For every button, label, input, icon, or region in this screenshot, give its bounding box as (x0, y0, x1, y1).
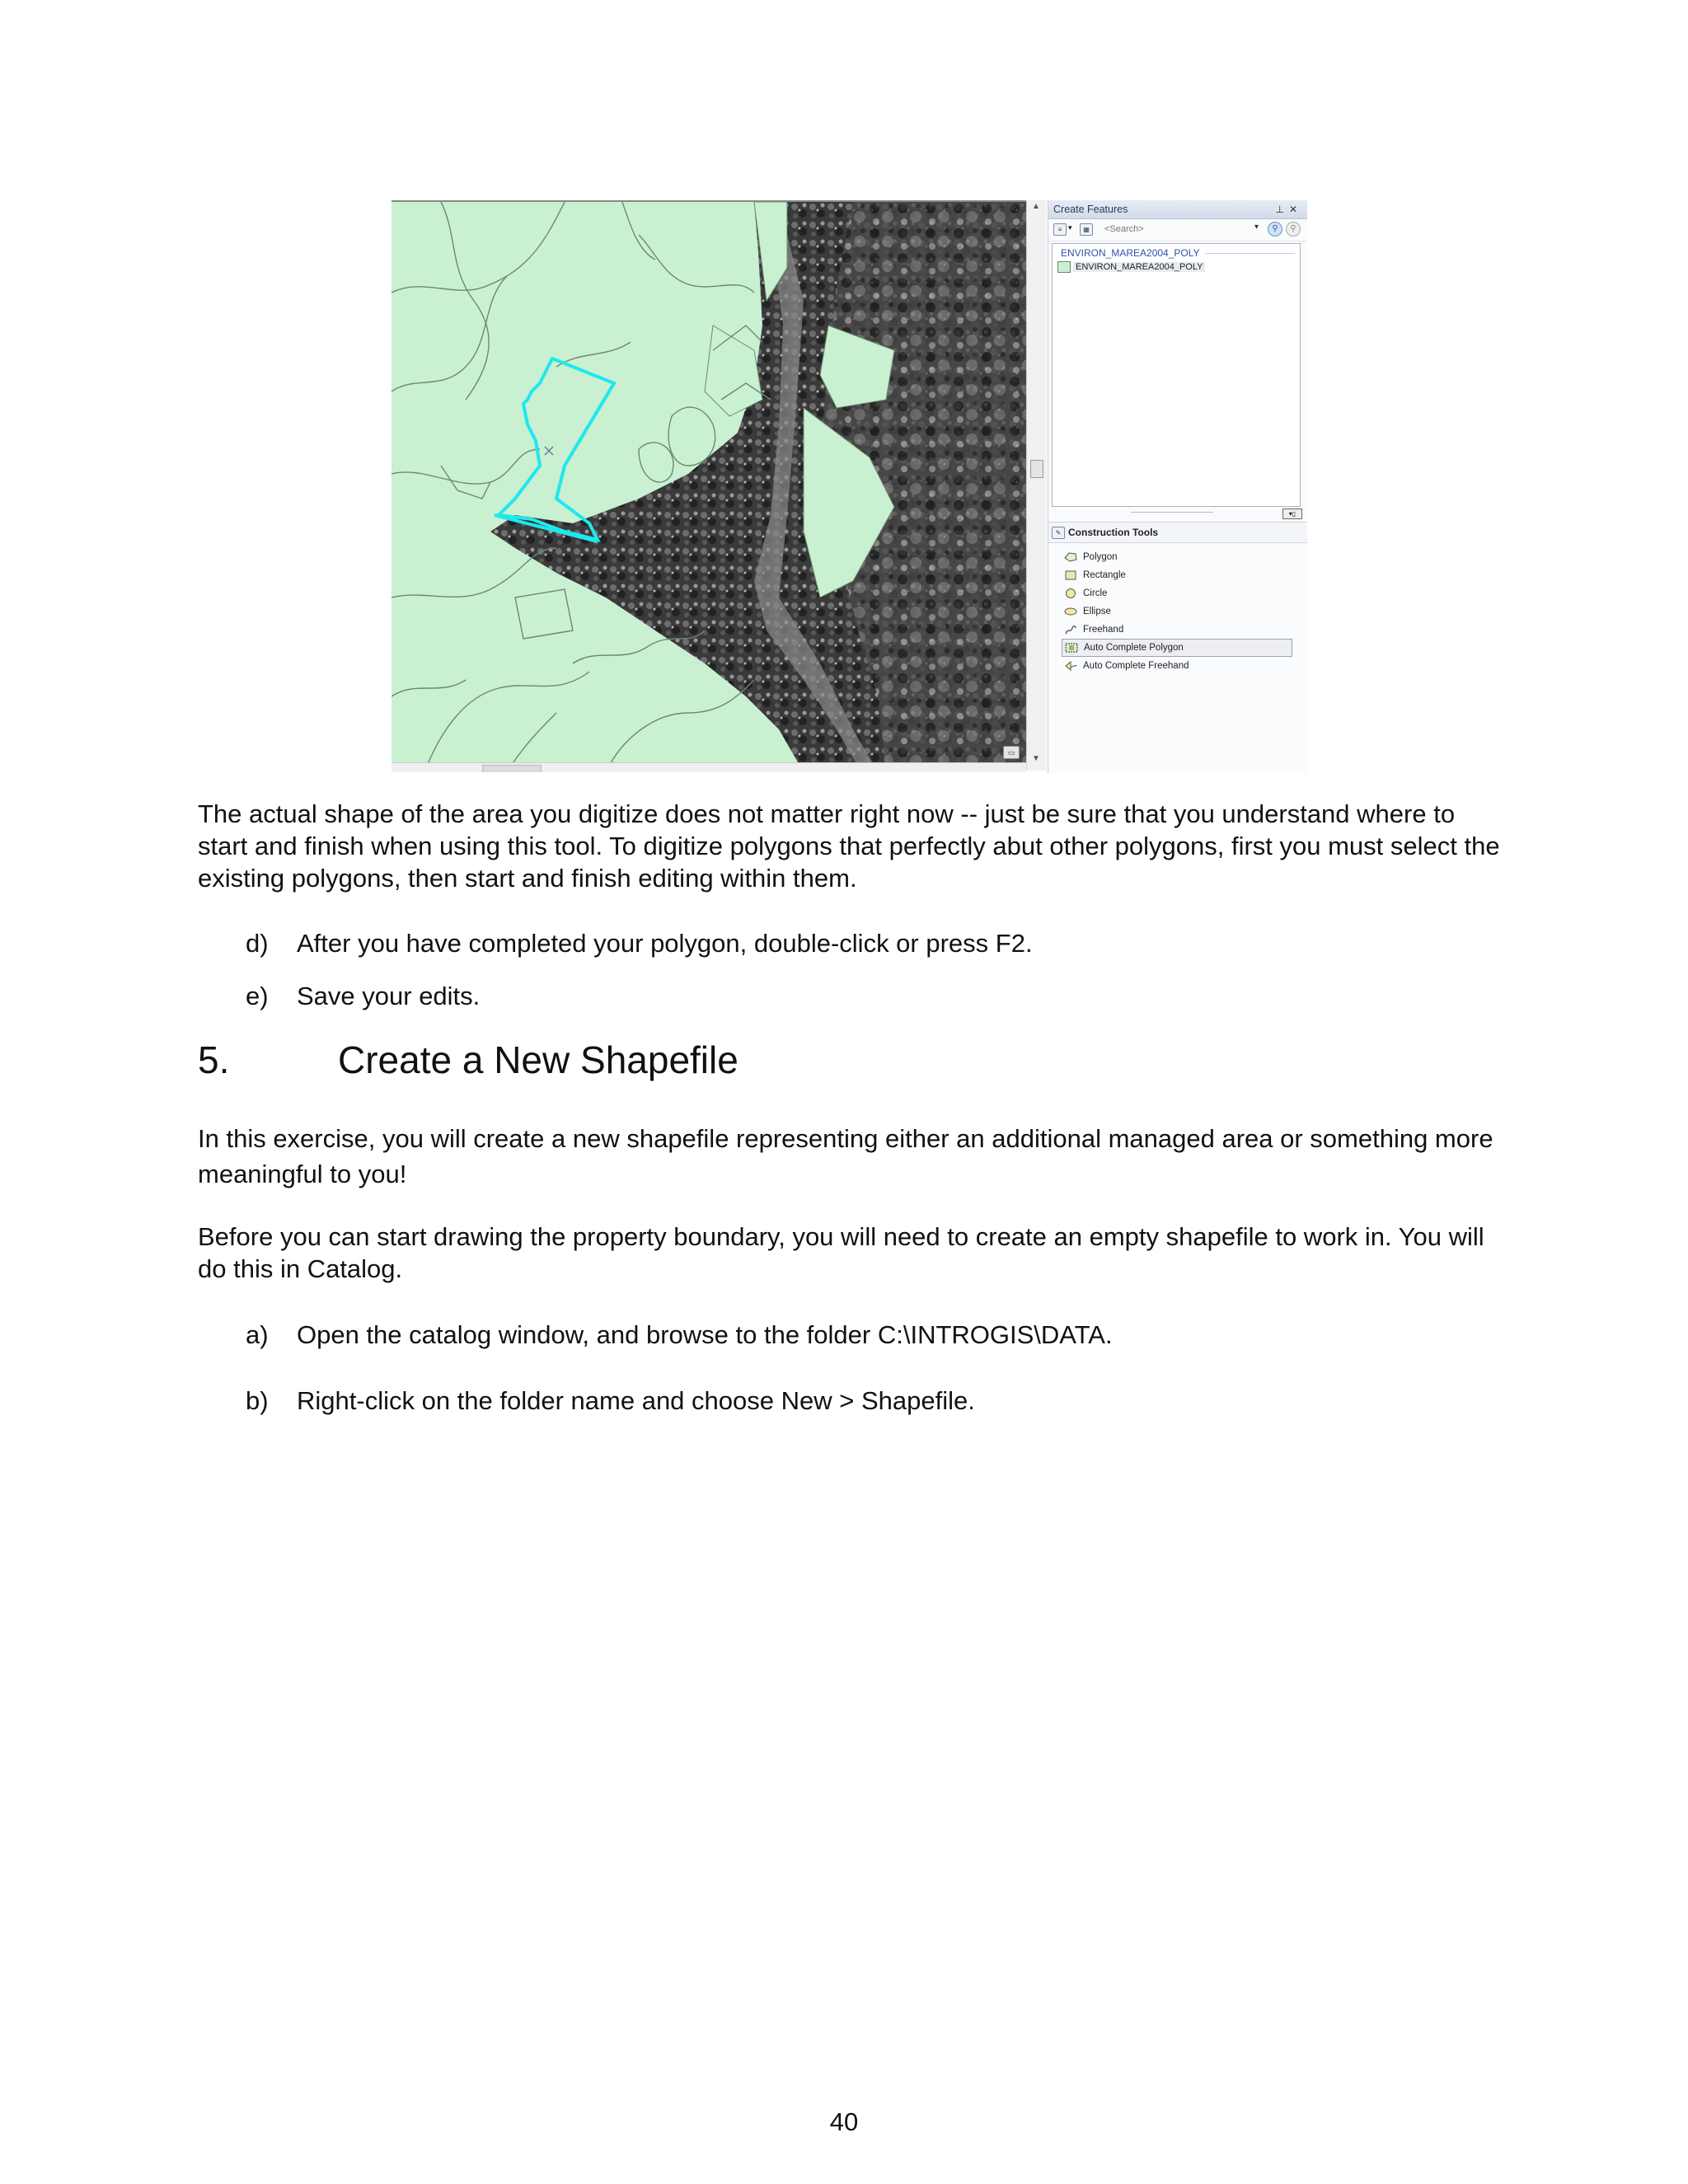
polygon-icon (1063, 551, 1078, 563)
panel-title: Create Features (1053, 204, 1128, 215)
create-features-panel (1048, 200, 1307, 773)
tool-rectangle[interactable] (1062, 566, 1292, 584)
tool-label: Circle (1083, 588, 1108, 598)
tool-ellipse[interactable] (1062, 602, 1292, 621)
map-horizontal-scrollbar[interactable] (392, 762, 1026, 772)
vertex-cross-icon (545, 447, 553, 455)
show-tools-toggle-icon[interactable]: ▾▯ (1282, 509, 1302, 519)
step-b (246, 1385, 975, 1417)
step-text: Open the catalog window, and browse to the folder C:\INTROGIS\DATA. (297, 1320, 1113, 1349)
step-a (246, 1319, 1113, 1351)
clear-search-icon[interactable]: ⚲ (1286, 222, 1301, 237)
step-text: Right-click on the folder name and choose New > Shapefile. (297, 1386, 975, 1415)
map-tips-icon[interactable]: ▭ (1003, 746, 1020, 759)
template-item-label: ENVIRON_MAREA2004_POLY (1073, 262, 1205, 272)
circle-icon (1063, 588, 1078, 599)
step-d (246, 927, 1033, 959)
scroll-down-icon[interactable]: ▼ (1032, 754, 1040, 763)
step-label: e) (246, 982, 269, 1010)
tool-label: Auto Complete Polygon (1084, 643, 1184, 653)
tool-label: Rectangle (1083, 570, 1126, 580)
scroll-up-icon[interactable]: ▲ (1032, 202, 1040, 211)
tool-label: Ellipse (1083, 607, 1111, 616)
map-vertical-scrollbar[interactable] (1026, 200, 1047, 771)
tool-polygon[interactable] (1062, 548, 1292, 566)
tool-freehand[interactable] (1062, 621, 1292, 639)
step-text: Save your edits. (297, 982, 481, 1010)
pin-icon[interactable]: ⊥ (1275, 204, 1289, 215)
step-label: b) (246, 1386, 269, 1415)
panel-toolbar (1048, 219, 1307, 241)
horizontal-scroll-thumb[interactable] (482, 765, 542, 772)
rectangle-icon (1063, 569, 1078, 581)
arcmap-screenshot-figure (392, 200, 1306, 773)
ellipse-icon (1063, 606, 1078, 617)
chevron-down-icon[interactable]: ▾ (1068, 223, 1072, 232)
panel-splitter[interactable] (1048, 509, 1307, 518)
selected-polygon-outline (499, 359, 614, 540)
tool-label: Auto Complete Freehand (1083, 661, 1189, 671)
tool-auto-complete-polygon[interactable] (1062, 639, 1292, 657)
search-dropdown-icon[interactable]: ▾ (1254, 223, 1259, 232)
step-label: d) (246, 929, 269, 958)
paragraph-exercise-intro: In this exercise, you will create a new shapefile representing either an additional managed area or something more meaningful to you! (198, 1124, 1493, 1188)
section-number: 5. (198, 1038, 230, 1081)
organize-templates-icon[interactable]: ≡ (1053, 223, 1067, 236)
step-text: After you have completed your polygon, double-click or press F2. (297, 929, 1033, 958)
map-canvas (392, 202, 1026, 772)
search-icon[interactable]: ⚲ (1268, 222, 1282, 237)
close-icon[interactable]: ✕ (1288, 204, 1302, 215)
construction-tools-list (1048, 548, 1307, 675)
tool-label: Polygon (1083, 552, 1118, 562)
auto-complete-polygon-icon (1064, 642, 1079, 654)
feature-templates-list (1052, 243, 1301, 507)
paragraph-empty-shapefile: Before you can start drawing the property boundary, you will need to create an empty shapefile to work in. You will do this in Catalog. (198, 1222, 1484, 1283)
page-number: 40 (829, 2107, 859, 2136)
green-polygon-middle (705, 326, 762, 416)
section-title: Create a New Shapefile (338, 1038, 738, 1081)
map-view[interactable] (392, 200, 1026, 772)
construction-tools-icon: ✎ (1052, 527, 1065, 539)
section-heading (198, 1037, 738, 1083)
panel-title-bar (1048, 200, 1307, 219)
template-group-name: ENVIRON_MAREA2004_POLY (1053, 244, 1300, 259)
tool-circle[interactable] (1062, 584, 1292, 602)
step-e (246, 980, 480, 1012)
step-label: a) (246, 1320, 269, 1349)
template-item[interactable] (1057, 261, 1300, 273)
auto-complete-freehand-icon (1063, 660, 1078, 672)
construction-tools-header (1048, 522, 1307, 543)
splitter-grip[interactable] (1131, 512, 1213, 514)
vertical-scroll-thumb[interactable] (1030, 460, 1043, 478)
tool-auto-complete-freehand[interactable] (1062, 657, 1292, 675)
paragraph-digitize-note: The actual shape of the area you digitize does not matter right now -- just be sure that you understand where to start and finish when using this tool. To digitize polygons that perfectly abut other polygons, first you must select the existing polygons, then start and finish editing within them. (198, 799, 1500, 893)
template-properties-icon[interactable]: ▦ (1080, 223, 1093, 236)
freehand-icon (1063, 624, 1078, 635)
tool-label: Freehand (1083, 625, 1124, 635)
polygon-swatch-icon (1057, 261, 1071, 273)
construction-tools-title: Construction Tools (1068, 527, 1159, 538)
template-search-input[interactable] (1104, 223, 1253, 236)
